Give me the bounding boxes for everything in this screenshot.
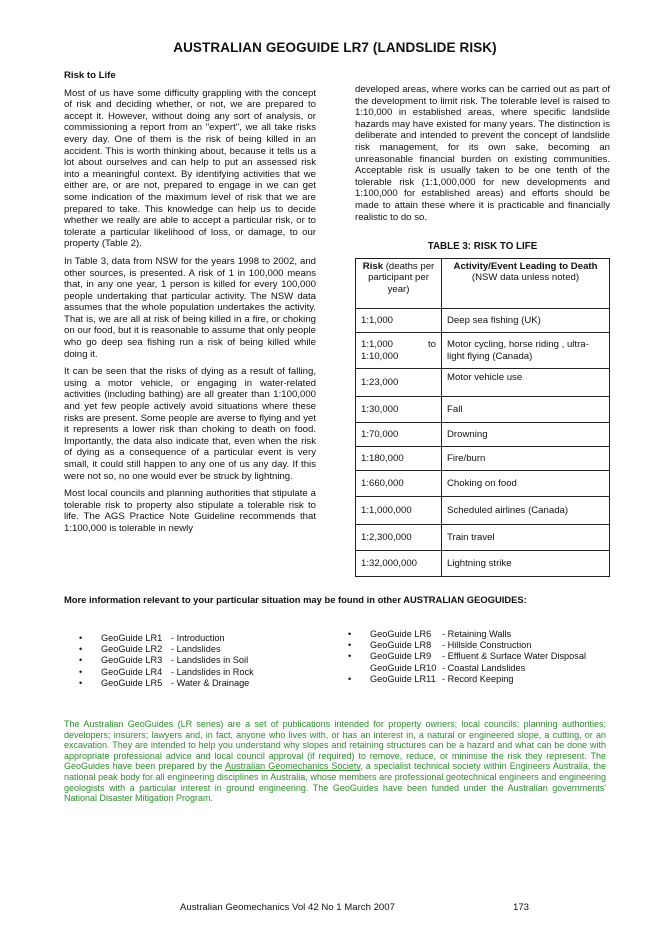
activity-cell: Fall [442,397,610,423]
risk-cell: 1:1,000 to 1:10,000 [356,333,442,369]
table-row [356,397,610,423]
table-header-row [356,259,610,309]
geoguide-list-right [348,629,586,685]
table-row [356,447,610,471]
bullet-icon: • [79,633,83,643]
activity-cell: Lightning strike [442,551,610,577]
bullet-icon: • [348,651,352,662]
page-number: 173 [513,902,530,913]
table-row [356,423,610,447]
risk-cell: 1:180,000 [356,447,442,471]
bullet-icon: • [79,644,83,655]
right-column [355,84,610,229]
geoguide-list-left [79,633,254,689]
risk-cell: 1:70,000 [356,423,442,447]
activity-cell: Train travel [442,525,610,551]
risk-cell: 1:32,000,000 [356,551,442,577]
risk-column-header: Risk (deaths per participant per year) [356,259,442,309]
bullet-icon: • [348,673,352,684]
bullet-icon: • [348,640,352,651]
table-row [356,333,610,369]
activity-cell: Motor vehicle use [442,369,610,397]
bullet-icon: • [79,655,83,666]
activity-cell: Deep sea fishing (UK) [442,309,610,333]
list-item: • GeoGuide LR1 - Introduction [79,633,225,643]
list-item: • GeoGuide LR2 - Landslides [79,644,221,655]
list-item: • GeoGuide LR3 - Landslides in Soil [79,655,249,666]
list-item: • GeoGuide LR6 - Retaining Walls [348,629,512,639]
list-item: • GeoGuide LR4 - Landslides in Rock [79,666,254,677]
section-heading: Risk to Life [64,70,116,81]
risk-cell: 1:1,000,000 [356,497,442,525]
activity-cell: Scheduled airlines (Canada) [442,497,610,525]
paragraph: It can be seen that the risks of dying as a result of falling, using a motor vehicle, or engaging in water-related activities (including bathing) are all greater than 1:100,000 and yet few people actively avoid situations where these risks are present. Some people are averse to flying and yet it represents a lower risk than choking to death on food. Importantly, the data also indicate that, even when the risk of dying as a consequence of a particular event is very small, it could still happen to any one of us any day. If this were not so, no one would ever be struck by lightning. [64,366,316,482]
list-item: • GeoGuide LR9 - Effluent & Surface Water Disposal [348,651,586,662]
table-row [356,497,610,525]
left-column [64,70,316,541]
risk-cell: 1:30,000 [356,397,442,423]
table-title: TABLE 3: RISK TO LIFE [427,241,538,252]
list-item: GeoGuide LR10 - Coastal Landslides [370,662,526,673]
list-item: • GeoGuide LR5 - Water & Drainage [79,677,250,688]
more-info-heading: More information relevant to your particular situation may be found in other AUSTRALIAN GEOGUIDES: [64,594,527,605]
activity-cell: Fire/burn [442,447,610,471]
risk-cell: 1:2,300,000 [356,525,442,551]
risk-cell: 1:23,000 [356,369,442,397]
paragraph: developed areas, where works can be carried out as part of the development to limit risk. The tolerable level is raised to 1:10,000 in established areas, where specific landslide hazards may have existed for many years. The distinction is deliberate and intended to prevent the concept of landslide risk management, for its own sake, becoming an unreasonable financial burden on existing communities. Acceptable risk is usually taken to be one tenth of the tolerable risk (1:1,000,000 for new developments and 1:100,000 for established areas) and efforts should be made to attain these where it is practicable and financially realistic to do so. [355,84,610,223]
table-row [356,525,610,551]
activity-column-header: Activity/Event Leading to Death (NSW data unless noted) [442,259,610,309]
risk-table [355,258,610,577]
list-item: • GeoGuide LR8 - Hillside Construction [348,640,532,651]
risk-cell: 1:1,000 [356,309,442,333]
bullet-icon: • [79,677,83,688]
geoguides-description: The Australian GeoGuides (LR series) are a set of publications intended for property owners; local councils; planning authorities; developers; insurers; lawyers and, in fact, anyone who lives with, or has an interest in, a natural or engineered slope, a cutting, or an excavation. They are intended to help you understand why slopes and retaining structures can be a hazard and what can be done with appropriate professional advice and local council approval (if required) to remove, reduce, or minimise the risk they represent. The GeoGuides have been prepared by the Australian Geomechanics Society, a specialist technical society within Engineers Australia, the national peak body for all engineering disciplines in Australia, whose members are professional geotechnical engineers and engineering geologists with a particular interest in ground engineering. The GeoGuides have been funded under the Australian governments' National Disaster Mitigation Program. [64,719,606,804]
paragraph: Most of us have some difficulty grappling with the concept of risk and deciding whether, or not, we are prepared to accept it. However, without doing any sort of analysis, or commissioning a report from an "expert", we all take risks every day. One of them is the risk of being killed in an accident. This is worth thinking about, because it tells us a lot about ourselves and can help to put an assessed risk into a meaningful context. By identifying activities that we either are, or are not, prepared to engage in we can get some indication of the maximum level of risk that we are prepared to take. This knowledge can help us to decide whether we really are able to accept a particular risk, or to tolerate a particular likelihood of loss, or damage, to our property (Table 2). [64,87,316,250]
bullet-icon: • [348,629,352,639]
paragraph: Most local councils and planning authorities that stipulate a tolerable risk to property also stipulate a tolerable risk to life. The AGS Practice Note Guideline recommends that 1:100,000 is tolerable in newly [64,488,316,534]
paragraph: In Table 3, data from NSW for the years 1998 to 2002, and other sources, is presented. A risk of 1 in 100,000 means that, in any one year, 1 person is killed for every 100,000 people undertaking that particular activity. The NSW data assumes that the whole population undertakes the activity. That is, we are all at risk of being killed in a fire, or choking on our food, but it is reasonable to assume that only people who go deep sea fishing run a risk of being killed while doing it. [64,255,316,360]
table-row [356,551,610,577]
table-row [356,471,610,497]
table-row [356,369,610,397]
journal-citation: Australian Geomechanics Vol 42 No 1 March 2007 [180,902,395,913]
activity-cell: Motor cycling, horse riding , ultra-light flying (Canada) [442,333,610,369]
bullet-icon: • [79,666,83,677]
activity-cell: Choking on food [442,471,610,497]
risk-cell: 1:660,000 [356,471,442,497]
ags-link[interactable]: Australian Geomechanics Society [225,761,361,772]
activity-cell: Drowning [442,423,610,447]
table-row [356,309,610,333]
list-item: • GeoGuide LR11 - Record Keeping [348,673,514,684]
page-title: AUSTRALIAN GEOGUIDE LR7 (LANDSLIDE RISK) [173,40,497,55]
